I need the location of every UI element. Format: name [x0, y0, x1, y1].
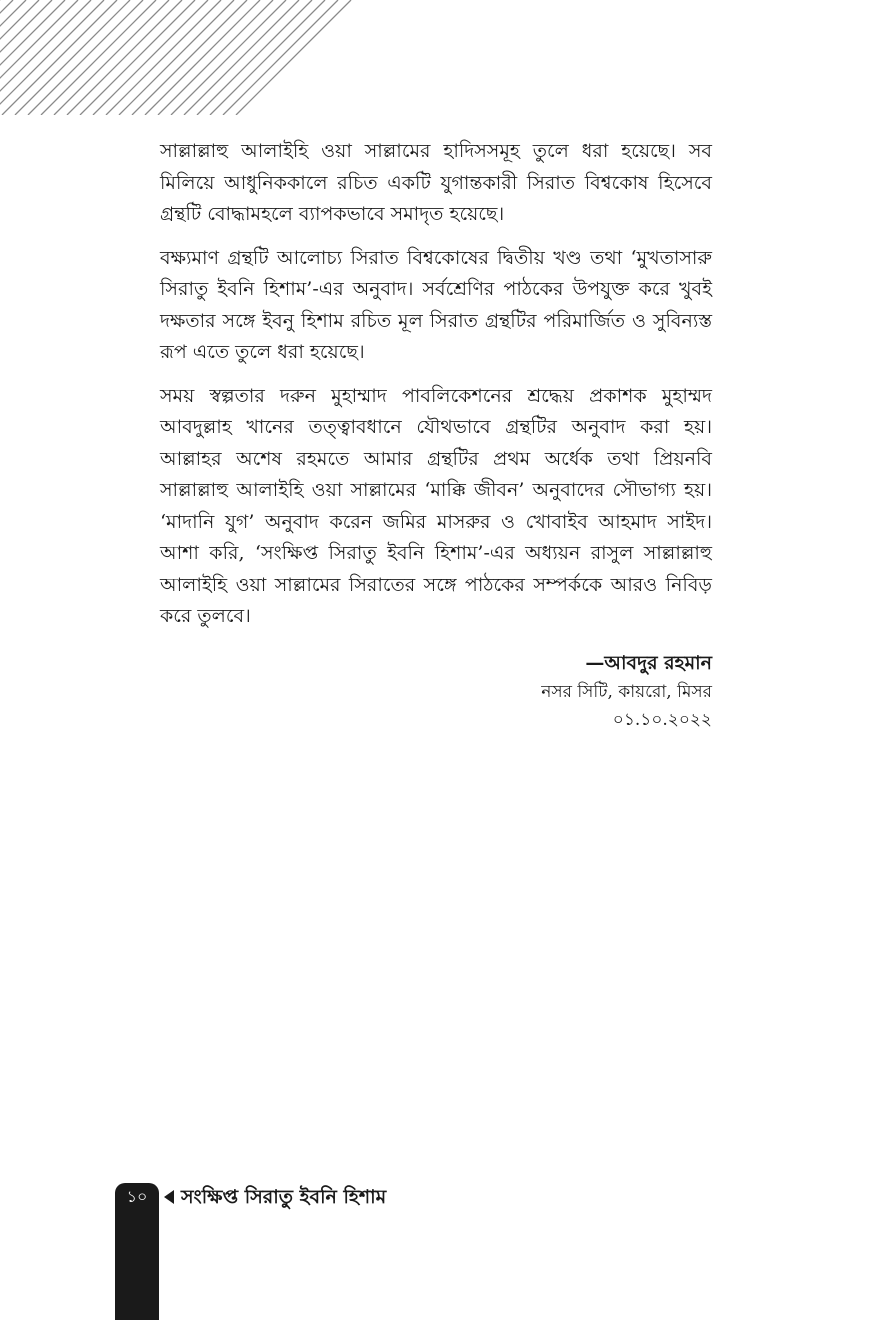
hatch-line — [41, 0, 156, 115]
triangle-left-icon — [164, 1190, 174, 1204]
paragraph-2: বক্ষ্যমাণ গ্রন্থটি আলোচ্য সিরাত বিশ্বকোষের দ্বিতীয় খণ্ড তথা ‘মুখতাসারু সিরাতু ইবনি হিশাম’-এর অনুবাদ। সর্বশ্রেণির পাঠকের উপযুক্ত করে খুবই দক্ষতার সঙ্গে ইবনু হিশাম রচিত মূল সিরাত গ্রন্থটির পরিমার্জিত ও সুবিন্যস্ত রূপ এতে তুলে ধরা হয়েছে। — [160, 246, 712, 363]
signature-date: ০১.১০.২০২২ — [612, 710, 712, 730]
hatch-line — [314, 0, 370, 115]
hatch-line — [145, 0, 260, 115]
hatch-line — [275, 0, 370, 115]
author-name: —আবদুর রহমান — [585, 652, 712, 674]
running-footer-title: সংক্ষিপ্ত সিরাতু ইবনি হিশাম — [181, 1186, 387, 1208]
hatch-line — [210, 0, 325, 115]
hatch-line — [15, 0, 130, 115]
hatch-line — [0, 0, 104, 115]
hatch-line — [340, 0, 370, 115]
hatch-line — [93, 0, 208, 115]
hatch-line — [54, 0, 169, 115]
hatch-line — [67, 0, 182, 115]
paragraph-3: সময় স্বল্পতার দরুন মুহাম্মাদ পাবলিকেশনের শ্রদ্ধেয় প্রকাশক মুহাম্মদ আবদুল্লাহ খানের তত্ত্বাবধানে যৌথভাবে গ্রন্থটির অনুবাদ করা হয়। আল্লাহর অশেষ রহমতে আমার গ্রন্থটির প্রথম অর্ধেক তথা প্রিয়নবি সাল্লাল্লাহু আলাইহি ওয়া সাল্লামের ‘মাক্কি জীবন’ অনুবাদের সৌভাগ্য হয়। ‘মাদানি যুগ’ অনুবাদ করেন জমির মাসরুর ও খোবাইব আহমাদ সাইদ। আশা করি, ‘সংক্ষিপ্ত সিরাতু ইবনি হিশাম’-এর অধ্যয়ন রাসুল সাল্লাল্লাহু আলাইহি ওয়া সাল্লামের সিরাতের সঙ্গে পাঠকের সম্পর্ককে আরও নিবিড় করে তুলবে। — [160, 384, 712, 627]
main-text — [160, 136, 712, 645]
hatch-line — [171, 0, 286, 115]
hatch-line — [158, 0, 273, 115]
hatch-line — [184, 0, 299, 115]
hatch-line — [249, 0, 364, 115]
hatch-line — [236, 0, 351, 115]
hatch-line — [288, 0, 370, 115]
hatch-line — [132, 0, 247, 115]
hatch-line — [262, 0, 370, 115]
hatch-line — [197, 0, 312, 115]
signature-block — [541, 648, 712, 734]
hatch-line — [28, 0, 143, 115]
hatch-line — [106, 0, 221, 115]
hatch-line — [0, 0, 78, 115]
hatch-line — [353, 0, 370, 115]
hatch-line — [2, 0, 117, 115]
corner-hatch-decoration — [0, 0, 370, 115]
page-number: ১০ — [126, 1187, 148, 1206]
paragraph-1: সাল্লাল্লাহু আলাইহি ওয়া সাল্লামের হাদিসসমূহ তুলে ধরা হয়েছে। সব মিলিয়ে আধুনিককালে রচিত একটি যুগান্তকারী সিরাত বিশ্বকোষ হিসেবে গ্রন্থটি বোদ্ধামহলে ব্যাপকভাবে সমাদৃত হয়েছে। — [160, 140, 712, 225]
hatch-line — [119, 0, 234, 115]
hatch-line — [301, 0, 370, 115]
hatch-line — [223, 0, 338, 115]
hatch-line — [80, 0, 195, 115]
signature-location: নসর সিটি, কায়রো, মিসর — [541, 682, 712, 702]
hatch-line — [366, 0, 370, 115]
